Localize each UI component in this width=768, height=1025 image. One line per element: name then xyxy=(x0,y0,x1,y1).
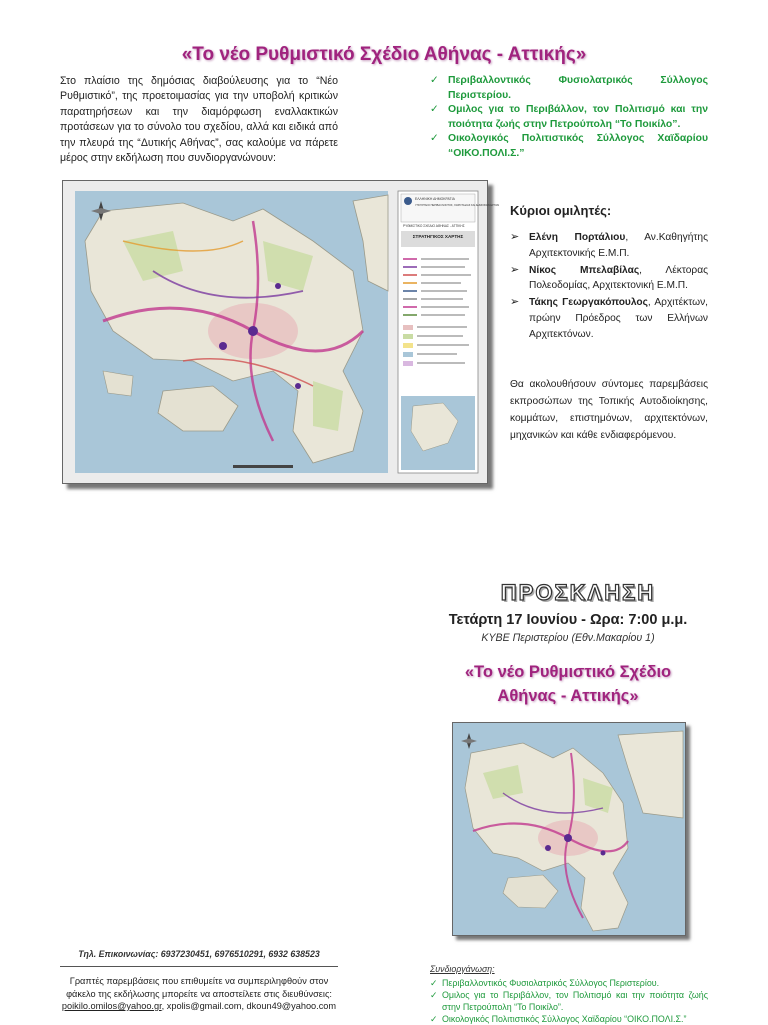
speaker-item xyxy=(510,230,708,262)
coorganizer-item: ✓ Ομιλος για το Περιβάλλον, τον Πολιτισμό και την ποιότητα ζωής στην Πετρούπολη “Το Ποικίλο”. xyxy=(430,989,708,1013)
legend-ministry: ΥΠΟΥΡΓΕΙΟ ΠΕΡΙΒΑΛΛΟΝΤΟΣ, ΧΩΡΟΤΑΞΙΑΣ ΚΑΙ ΔΗΜΟΣΙΩΝ ΕΡΓΩΝ xyxy=(415,204,500,207)
submission-instructions: Γραπτές παρεμβάσεις που επιθυμείτε να συμπεριληφθούν στον φάκελο της εκδήλωσης μπορείτε να αποστείλετε στις διευθύνσεις: xyxy=(66,976,332,999)
invitation-heading: ΠΡΟΣΚΛΗΣΗ xyxy=(500,580,656,605)
page-title: «Το νέο Ρυθμιστικό Σχέδιο Αθήνας - Αττικής» xyxy=(181,44,587,65)
organizers-list xyxy=(430,74,708,162)
coorganizer-item: ✓ Οικολογικός Πολιτιστικός Σύλλογος Χαϊδαρίου “ΟΙΚΟ.ΠΟΛΙ.Σ.” xyxy=(430,1013,708,1025)
speaker-name: Τάκης Γεωργακόπουλος xyxy=(529,297,648,309)
contact-phones: Τηλ. Επικοινωνίας: 6937230451, 6976510291, 6932 638523 xyxy=(78,949,320,959)
event-title-line: Αθήνας - Αττικής» xyxy=(497,687,639,705)
speaker-item xyxy=(510,295,708,342)
legend-plan: ΡΥΘΜΙΣΤΙΚΟ ΣΧΕΔΙΟ ΑΘΗΝΑΣ - ΑΤΤΙΚΗΣ xyxy=(403,224,465,228)
speaker-role: , Αρχιτέκτων, πρώην Πρόεδρος των Ελλήνων Αρχιτεκτόνων. xyxy=(529,297,708,340)
organizer-item: ✓ Ομιλος για το Περιβάλλον, τον Πολιτισμό και την ποιότητα ζωής στην Πετρούπολη “Το Ποικίλο”. xyxy=(430,103,708,132)
speaker-role: , Αν.Καθηγήτης Αρχιτεκτονικής Ε.Μ.Π. xyxy=(529,232,708,259)
organizer-item: ✓ Περιβαλλοντικός Φυσιολατρικός Σύλλογος Περιστερίου. xyxy=(430,74,708,103)
event-title-line: «Το νέο Ρυθμιστικό Σχέδιο xyxy=(464,663,672,681)
email-list[interactable]: , xpolis@gmail.com, dkoun49@yahoo.com xyxy=(161,1001,337,1011)
coorganizer-item: ✓ Περιβαλλοντικός Φυσιολατρικός Σύλλογος Περιστερίου. xyxy=(430,977,708,989)
organizer-item: ✓ Οικολογικός Πολιτιστικός Σύλλογος Χαϊδαρίου “ΟΙΚΟ.ΠΟΛΙ.Σ.” xyxy=(430,132,708,161)
map-illustration-small xyxy=(453,723,685,935)
speaker-item xyxy=(510,263,708,295)
strategic-map xyxy=(62,180,500,484)
speakers-list xyxy=(510,230,708,344)
submission-text xyxy=(60,975,338,1013)
speaker-role: , Λέκτορας Πολεοδομίας, Αρχιτεκτονική Ε.Μ.Π. xyxy=(529,264,708,292)
speaker-name: Νίκος Μπελαβίλας xyxy=(529,264,640,276)
intro-paragraph: Στο πλαίσιο της δημόσιας διαβούλευσης για το “Νέο Ρυθμιστικό”, της προετοιμασίας για την υποβολή κριτικών παρατηρήσεων και την διαμόρφωση εναλλακτικών προτάσεων για το σύνολο του σχεδίου, αλλά και ειδικά από την πλευρά της “Δυτικής Αθήνας”, σας καλούμε να πάρετε μέρος στην εκδήλωση που συνδιοργανώνουν: xyxy=(60,75,338,165)
speaker-name: Ελένη Πορτάλιου xyxy=(529,232,626,243)
coorganizers-heading: Συνδιοργάνωση: xyxy=(430,964,495,974)
strategic-map-small xyxy=(452,722,686,936)
legend-map-title: ΣΤΡΑΤΗΓΙΚΟΣ ΧΑΡΤΗΣ xyxy=(412,234,464,239)
follow-up-text: Θα ακολουθήσουν σύντομες παρεμβάσεις εκπροσώπων της Τοπικής Αυτοδιοίκησης, κομμάτων, επιστημόνων, αρχιτεκτόνων, μηχανικών και κάθε ενδιαφερόμενου. xyxy=(510,379,708,441)
speakers-title: Κύριοι ομιλητές: xyxy=(510,203,612,218)
event-title xyxy=(430,660,706,708)
divider xyxy=(60,966,338,967)
event-venue: ΚΥΒΕ Περιστερίου (Εθν.Μακαρίου 1) xyxy=(481,632,655,644)
email-link[interactable]: poikilo.omilos@yahoo.gr xyxy=(61,1001,162,1011)
event-date: Τετάρτη 17 Ιουνίου - Ωρα: 7:00 μ.μ. xyxy=(448,612,688,628)
map-illustration xyxy=(63,181,500,483)
legend-heading: ΕΛΛΗΝΙΚΗ ΔΗΜΟΚΡΑΤΙΑ xyxy=(415,197,455,201)
coorganizers-list xyxy=(430,977,708,1025)
